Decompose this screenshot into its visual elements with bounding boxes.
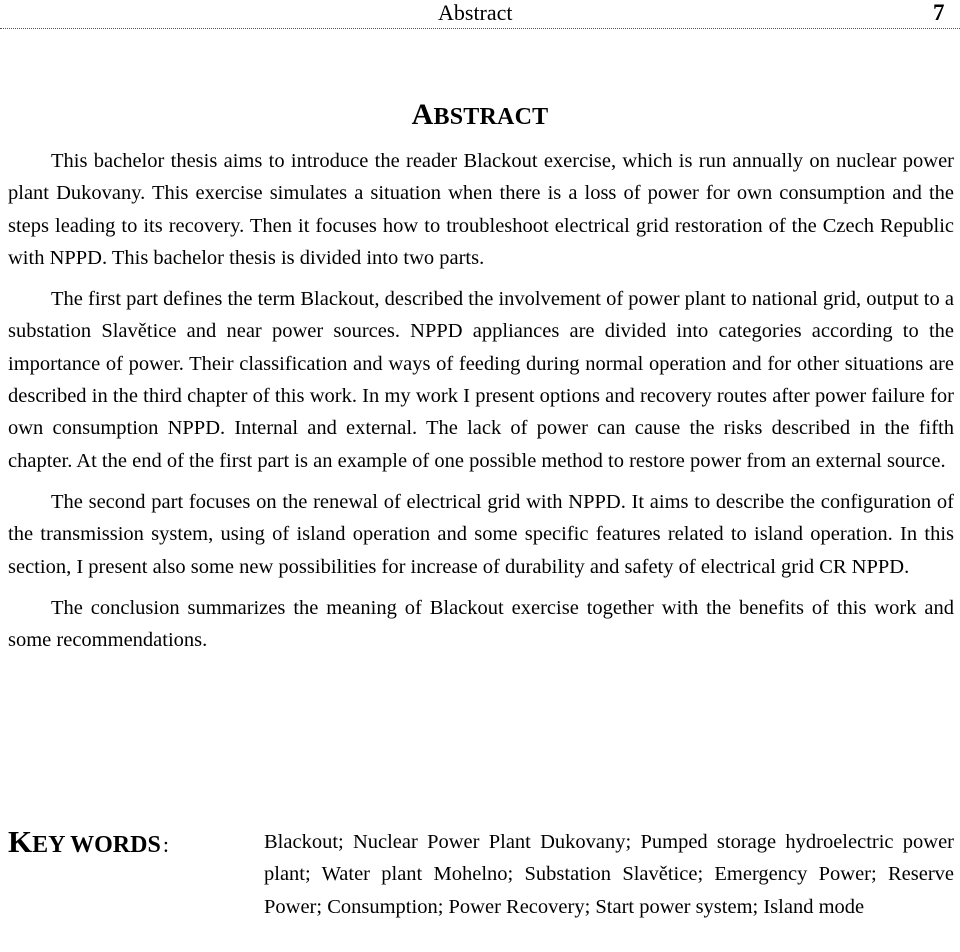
abstract-heading-initial: A [411, 98, 434, 131]
abstract-paragraph: The first part defines the term Blackout, described the involvement of power plant to national grid, output to a substation Slavětice and near power sources. NPPD appliances are divided into categories according to the importance of power. Their classification and ways of feeding during normal operation and for other situations are described in the third chapter of this work. In my work I present options and recovery routes after power failure for own consumption NPPD. Internal and external. The lack of power can cause the risks described in the fifth chapter. At the end of the first part is an example of one possible method to restore power from an external source. [8, 288, 954, 472]
abstract-paragraph: The second part focuses on the renewal of electrical grid with NPPD. It aims to describe the configuration of the transmission system, using of island operation and some specific features related to island operation. In this section, I present also some new possibilities for increase of durability and safety of electrical grid CR NPPD. [8, 490, 954, 578]
page-header [0, 0, 960, 29]
abstract-paragraph: The conclusion summarizes the meaning of Blackout exercise together with the benefits of this work and some recommendations. [8, 596, 954, 652]
abstract-heading [0, 100, 960, 132]
abstract-heading-rest: BSTRACT [433, 104, 549, 130]
abstract-paragraph: This bachelor thesis aims to introduce the reader Blackout exercise, which is run annually on nuclear power plant Dukovany. This exercise simulates a situation when there is a loss of power for own consumption and the steps leading to its recovery. Then it focuses how to troubleshoot electrical grid restoration of the Czech Republic with NPPD. This bachelor thesis is divided into two parts. [8, 150, 954, 269]
keywords-list: Blackout; Nuclear Power Plant Dukovany; Pumped storage hydroelectric power plant; Water plant Mohelno; Substation Slavětice; Emergency Power; Reserve Power; Consumption; Power Recovery; Start power system; Island mode [264, 831, 954, 918]
header-section-title: Abstract [438, 0, 513, 25]
keywords-label-colon: : [162, 832, 169, 857]
page-number: 7 [933, 0, 945, 25]
keywords-label-initial: K [8, 824, 33, 859]
keywords-label-rest: EY WORDS [32, 832, 161, 858]
abstract-body [8, 145, 954, 656]
keywords-label [8, 822, 169, 865]
